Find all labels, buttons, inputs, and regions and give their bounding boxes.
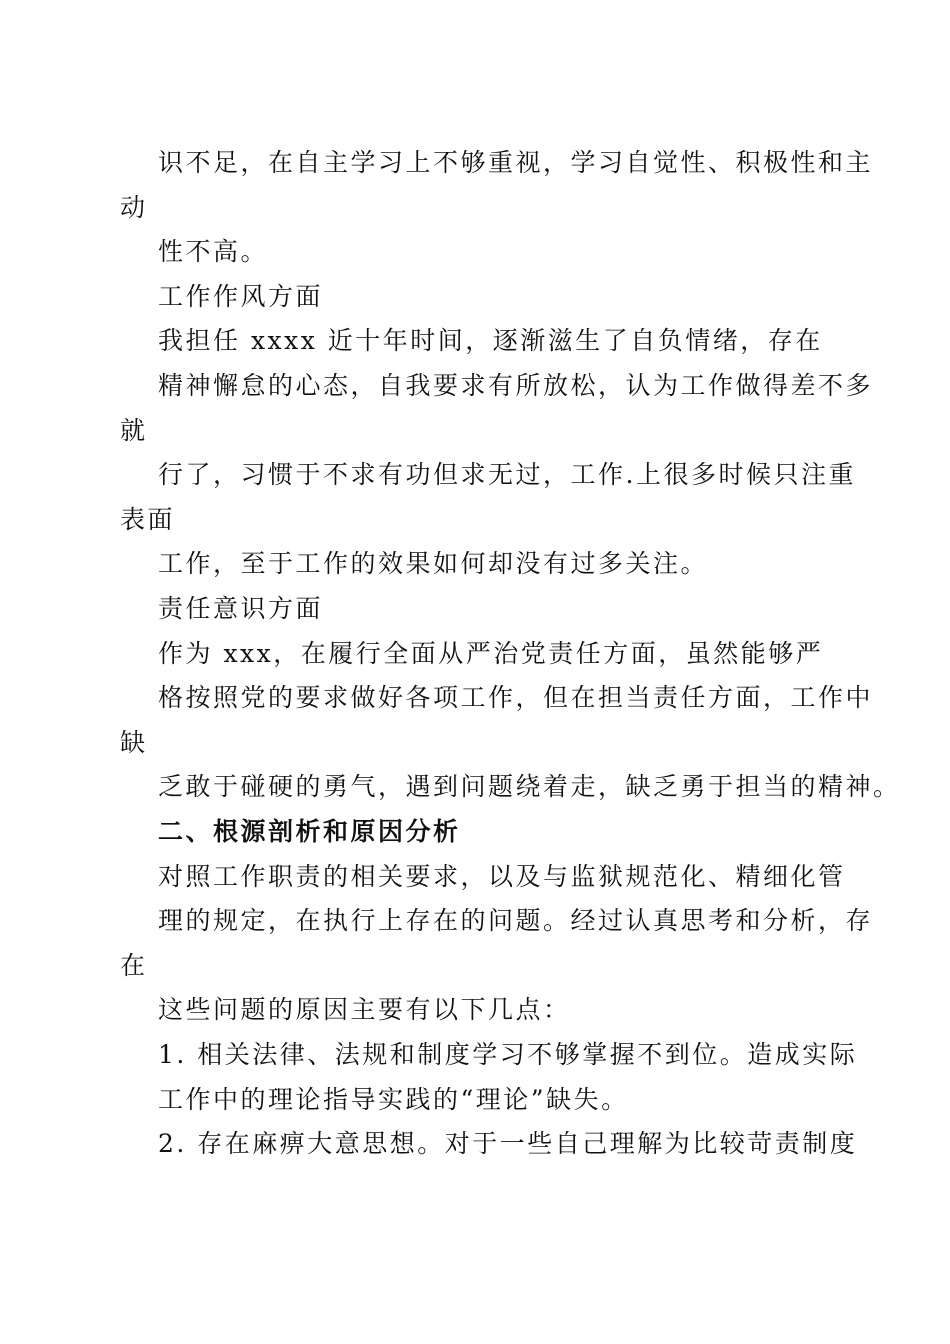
paragraph-line: 缺 (120, 728, 148, 757)
paragraph-line: 性不高。 (158, 237, 269, 266)
section-heading: 二、根源剖析和原因分析 (158, 817, 461, 846)
section-subheading: 工作作风方面 (158, 282, 324, 311)
paragraph-line: 作为 xxx，在履行全面从严治党责任方面，虽然能够严 (158, 639, 824, 668)
list-item: 2. 存在麻痹大意思想。对于一些自己理解为比较苛责制度 (158, 1129, 858, 1158)
paragraph-line: 行了，习惯于不求有功但求无过，工作.上很多时候只注重 (158, 460, 856, 489)
paragraph-line: 表面 (120, 505, 176, 534)
paragraph-line: 乏敢于碰硬的勇气，遇到问题绕着走，缺乏勇于担当的精神。 (158, 772, 901, 801)
paragraph-line: 动 (120, 193, 148, 222)
paragraph-line: 就 (120, 416, 148, 445)
paragraph-line: 这些问题的原因主要有以下几点： (158, 995, 571, 1024)
paragraph-line: 工作中的理论指导实践的“理论”缺失。 (158, 1085, 629, 1114)
paragraph-line: 格按照党的要求做好各项工作，但在担当责任方面，工作中 (158, 683, 874, 712)
list-item: 1. 相关法律、法规和制度学习不够掌握不到位。造成实际 (158, 1040, 858, 1069)
paragraph-line: 工作，至于工作的效果如何却没有过多关注。 (158, 549, 709, 578)
paragraph-line: 识不足，在自主学习上不够重视，学习自觉性、积极性和主 (158, 148, 874, 177)
paragraph-line: 对照工作职责的相关要求，以及与监狱规范化、精细化管 (158, 862, 846, 891)
paragraph-line: 理的规定，在执行上存在的问题。经过认真思考和分析，存 (158, 906, 874, 935)
paragraph-line: 我担任 xxxx 近十年时间，逐渐滋生了自负情绪，存在 (158, 326, 823, 355)
paragraph-line: 精神懈怠的心态，自我要求有所放松，认为工作做得差不多 (158, 371, 874, 400)
section-subheading: 责任意识方面 (158, 594, 324, 623)
paragraph-line: 在 (120, 951, 148, 980)
